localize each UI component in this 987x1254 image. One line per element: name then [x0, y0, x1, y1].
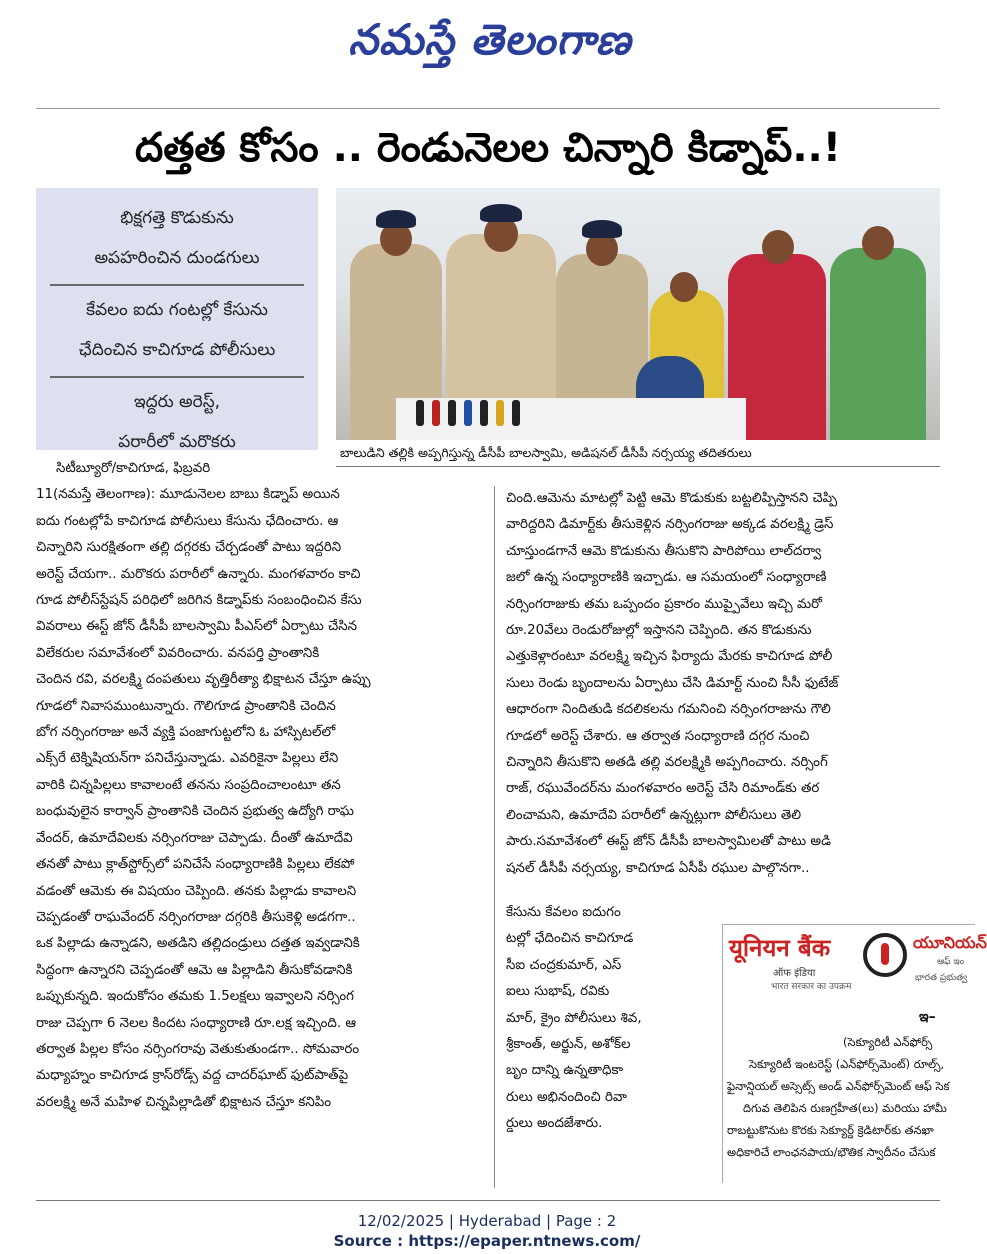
subheading-line: అపహరించిన దుండగులు: [94, 248, 260, 268]
article-line: బంధువులైన కార్వాన్ ప్రాంతానికి చెందిన ప్రభుత్వ ఉద్యోగి రాఘ: [36, 804, 354, 820]
article-line: చెప్పడంతో రాఘవేందర్ నర్సింగరాజు దగ్గరికి తీసుకెళ్లి అడగగా..: [36, 909, 356, 925]
article-line: పారు.సమావేశంలో ఈస్ట్ జోన్ డీసీపీ బాలస్వామిలతో పాటు అడి: [506, 834, 832, 850]
article-line: సులు రెండు బృందాలను ఏర్పాటు చేసి డిమార్ట్ నుంచి సీసీ ఫుటేజ్: [506, 675, 839, 691]
article-line: జలో ఉన్న సంధ్యారాణికి ఇచ్చాడు. ఆ సమయంలో సంధ్యారాణి: [506, 570, 827, 586]
article-line: సిద్ధంగా ఉన్నారని చెప్పడంతో ఆమె ఆ పిల్లాడిని తీసుకోవడానికి: [36, 962, 353, 978]
article-line: నర్సింగరాజుకు తమ ఒప్పందం ప్రకారం ముప్పైవేలు ఇచ్చి మరో: [506, 596, 822, 612]
article-line: ఎత్తుకెళ్లారంటూ వరలక్ష్మి ఇచ్చిన ఫిర్యాదు మేరకు కాచిగూడ పోలీ: [506, 649, 833, 665]
ad-text-line: ఫైనాన్షియల్ అస్సెట్స్ అండ్ ఎన్‌ఫోర్స్‌మెంట్ ఆఫ్ సెక: [727, 1079, 950, 1093]
article-line: ఎక్స్‌రే టెక్నిషియన్‌గా పనిచేస్తున్నాడు. ఎవరికైనా పిల్లలు లేని: [36, 751, 339, 767]
subheading-line: పరారీలో మరొకరు: [118, 432, 236, 452]
article-line: ర్డులు అందజేశారు.: [506, 1116, 603, 1132]
masthead-logo: నమస్తే తెలంగాణ: [348, 15, 632, 64]
man-head: [862, 226, 894, 260]
article-line: వరలక్ష్మి అనే మహిళ చిన్నపిల్లాడితో భిక్షాటన చేస్తూ కనిపిం: [36, 1094, 332, 1110]
article-line: ఆధారంగా నిందితుడి కదలికలను గమనించి నర్సింగరాజును గౌలి: [506, 702, 831, 718]
article-line: షనల్ డీసీపీ నర్సయ్య, కాచిగూడ ఏసీపీ రఘుల పాల్గొనగా..: [506, 860, 810, 876]
article-line: తనతో పాటు క్లాత్‌స్టోర్స్‌లో పనిచేసే సంధ్యారాణికి పిల్లలు లేకపో: [36, 857, 355, 873]
ad-tagline-left: भारत सरकार का उपक्रम: [771, 982, 852, 992]
article-line: ఐదు గంటల్లోపే కాచిగూడ పోలీసులు కేసును ఛేదించారు. ఆ: [36, 513, 339, 529]
column-divider: [494, 486, 495, 1188]
article-line: చెందిన రవి, వరలక్ష్మి దంపతులు వృత్తిరీత్యా భిక్షాటన చేస్తూ ఉప్పు: [36, 672, 371, 688]
ad-text-line: దిగువ తెలిపిన రుణగ్రహీత(లు) మరియు హామీ: [743, 1101, 947, 1115]
article-line: రాజ్, రఘువేందర్‌ను మంగళవారం అరెస్ట్ చేసి రిమాండ్‌కు తర: [506, 781, 820, 797]
article-line: గూడలో నివాసముంటున్నారు. గౌలిగూడ ప్రాంతానికి చెందిన: [36, 698, 336, 714]
article-line: చిన్నారిని తీసుకొని అతడి తల్లి వరలక్ష్మికి అప్పగించారు. నర్సింగ్: [506, 755, 828, 771]
subheading-group: [50, 284, 304, 376]
microphone-icon: [496, 400, 504, 426]
article-column-narrow: [506, 900, 716, 1138]
photo-caption: బాలుడిని తల్లికి అప్పగిస్తున్న డీసీపీ బాలస్వామి, అడిషనల్ డీసీపీ నర్సయ్య తదితరులు: [340, 445, 752, 460]
article-line: చిన్నారిని సురక్షితంగా తల్లి దగ్గరకు చేర్చడంతో పాటు ఇద్దరిని: [36, 540, 342, 556]
police-cap-icon: [582, 220, 622, 238]
ad-tagline-right: భారత ప్రభుత్వ: [915, 973, 968, 983]
ad-heading: ఇ–: [919, 1009, 936, 1025]
ad-brand-telugu: యూనియన్: [913, 933, 987, 952]
article-line: లించామని, ఉమాదేవి పరారీలో ఉన్నట్లుగా పోలీసులు తెలి: [506, 807, 802, 823]
article-line: వివరాలు ఈస్ట్ జోన్ డీసీపీ బాలస్వామి పీఎస్‌లో ఏర్పాటు చేసిన: [36, 619, 358, 635]
top-divider: [36, 108, 940, 109]
news-photo: [336, 188, 940, 440]
subheading-group: [50, 376, 304, 468]
article-column-right: [506, 486, 940, 882]
article-line: తర్వాత పిల్లల కోసం నర్సింగరావు వెతుకుతుండగా.. సోమవారం: [36, 1041, 360, 1057]
article-line: మధ్యాహ్నం కాచిగూడ క్రాస్‌రోడ్స్ వద్ద చాదర్‌ఘాట్ ఫుట్‌పాత్‌పై: [36, 1068, 349, 1084]
article-line: శ్రీకాంత్, అర్జున్, అశోక్‌ల: [506, 1037, 631, 1053]
article-line: గూడలో అరెస్ట్ చేశారు. ఆ తర్వాత సంధ్యారాణి దగ్గర నుంచి: [506, 728, 810, 744]
article-line: గూడ పోలీస్‌స్టేషన్ పరిధిలో జరిగిన కిడ్నాప్‌కు సంబంధించిన కేసు: [36, 593, 362, 609]
ad-text-line: సెక్యూరిటీ ఇంటరెస్ట్ (ఎన్‌ఫోర్స్‌మెంట్) రూల్స్,: [749, 1057, 945, 1071]
man-figure: [830, 248, 926, 440]
article-line: వారిద్దరిని డిమార్ట్‌కు తీసుకెళ్లిన నర్సింగరాజు అక్కడ వరలక్ష్మి డ్రెస్: [506, 517, 834, 533]
subheading-line: ఇద్దరు అరెస్ట్,: [133, 392, 221, 412]
union-bank-advertisement: [722, 924, 987, 1183]
article-line: ఒక పిల్లాడు ఉన్నాడని, అతడిని తల్లిదండ్రులు దత్తత ఇవ్వడానికి: [36, 936, 360, 952]
article-line: ఒప్పుకున్నది. ఇందుకోసం తమకు 1.5లక్షలు ఇవ్వాలని నర్సింగ: [36, 989, 354, 1005]
article-line: వడంతో ఆమెకు ఈ విషయం చెప్పింది. తనకు పిల్లాడు కావాలని: [36, 883, 357, 899]
ad-brand-hindi: यूनियन बैंक: [729, 934, 831, 962]
microphone-icon: [464, 400, 472, 426]
subheading-line: భిక్షగత్తె కొడుకును: [120, 208, 234, 228]
woman-head: [670, 272, 698, 302]
article-line: రూ.20వేలు రెండురోజుల్లో ఇస్తానని చెప్పింది. తన కొడుకును: [506, 623, 812, 639]
article-line: ఐలు సుభాష్, రవికు: [506, 984, 610, 1000]
ad-text-line: అధికారిచే లాంఛనపాయ/భౌతిక స్వాదీనం చేసుక: [727, 1145, 936, 1159]
microphone-icon: [416, 400, 424, 426]
microphone-icon: [448, 400, 456, 426]
ad-brand-telugu-sub: ఆఫ్ ఇం: [937, 957, 965, 967]
article-column-left: [36, 456, 484, 1116]
article-line: రులు అభినందించి రివా: [506, 1089, 627, 1105]
article-line: టల్లో ఛేదించిన కాచిగూడ: [506, 931, 634, 947]
article-line: విలేకరుల సమావేశంలో వివరించారు. వనపర్తి ప్రాంతానికి: [36, 645, 320, 661]
ad-brand-sub: ऑफ इंडिया: [773, 968, 816, 979]
article-line: రాజు చెప్పగా 6 నెలల కిందట సంధ్యారాణి రూ.లక్ష ఇచ్చింది. ఆ: [36, 1015, 357, 1031]
article-line: వారికి చిన్నపిల్లలు కావాలంటే తనను సంప్రదించాలంటూ తన: [36, 777, 341, 793]
man-head: [762, 230, 794, 264]
microphone-icon: [480, 400, 488, 426]
article-line: బృం దాన్ని ఉన్నతాధికా: [506, 1063, 624, 1079]
bottom-divider: [36, 1200, 940, 1201]
police-cap-icon: [376, 210, 416, 228]
ad-text-line: (సెక్యూరిటీ ఎన్‌ఫోర్స్: [843, 1035, 933, 1049]
article-line: బోగ నర్సింగరాజు అనే వ్యక్తి పంజాగుట్టలోని ఓ హాస్పిటల్‌లో: [36, 725, 336, 741]
article-line: చూస్తుండగానే ఆమె కొడుకును తీసుకొని పారిపోయి లాల్‌దర్వా: [506, 543, 822, 559]
union-bank-logo-icon: [863, 933, 907, 977]
dateline: సిటీబ్యూరో/కాచిగూడ, ఫిబ్రవరి: [56, 461, 211, 476]
subheading-line: ఛేదించిన కాచిగూడ పోలీసులు: [78, 340, 276, 360]
article-line: అరెస్ట్ చేయగా.. మరొకరు పరారీలో ఉన్నారు. మంగళవారం కాచి: [36, 566, 361, 582]
subheading-box: [36, 188, 318, 450]
ad-text-line: రాబట్టుకొనుట కొరకు సెక్యూర్డ్ క్రెడిటార్‌కు తనఖా: [727, 1123, 934, 1137]
microphone-icon: [512, 400, 520, 426]
article-line: కేసును కేవలం ఐదుగం: [506, 905, 621, 920]
footer-date-line: 12/02/2025 | Hyderabad | Page : 2: [357, 1212, 617, 1230]
article-line: 11(నమస్తే తెలంగాణ): మూడునెలల బాబు కిడ్నాప్ అయిన: [36, 487, 340, 503]
article-line: మార్, క్రైం పోలీసులు శివ,: [506, 1010, 642, 1026]
police-cap-icon: [480, 204, 522, 222]
microphone-icon: [432, 400, 440, 426]
headline: దత్తత కోసం .. రెండునెలల చిన్నారి కిడ్నాప్..!: [135, 125, 841, 171]
subheading-group: [50, 194, 304, 284]
footer-source-link[interactable]: Source : https://epaper.ntnews.com/: [333, 1232, 641, 1250]
article-line: వేందర్, ఉమాదేవిలకు నర్సింగరాజు చెప్పాడు. దీంతో ఉమాదేవి: [36, 830, 353, 846]
article-line: చింది.ఆమెను మాటల్లో పెట్టి ఆమె కొడుకుకు బట్టలిప్పిస్తానని చెప్పి: [506, 491, 838, 506]
subheading-line: కేవలం ఐదు గంటల్లో కేసును: [86, 300, 268, 320]
article-line: సీఐ చంద్రకుమార్, ఎస్: [506, 957, 622, 973]
